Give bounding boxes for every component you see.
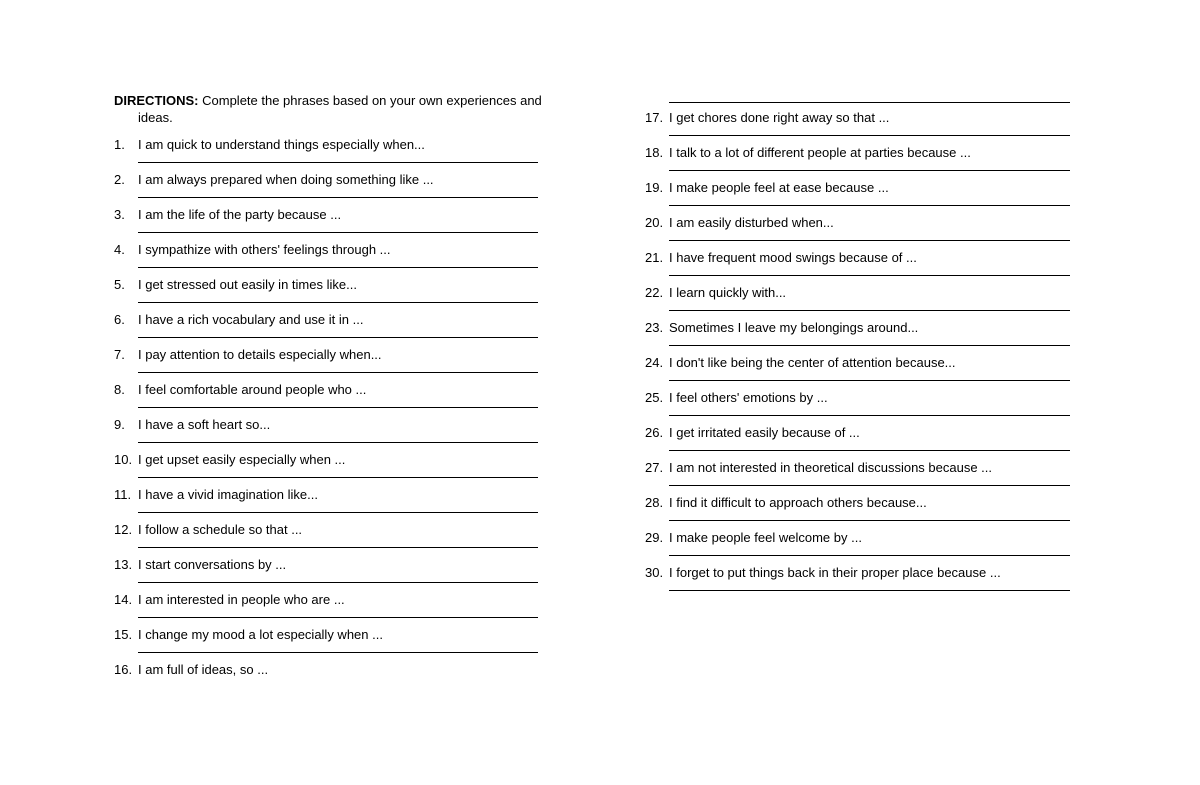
item-prompt: I have a vivid imagination like...	[138, 487, 318, 502]
item-prompt: Sometimes I leave my belongings around...	[669, 320, 919, 335]
answer-line	[138, 197, 538, 198]
list-item	[645, 459, 1085, 494]
answer-line-item-16	[645, 92, 1085, 109]
item-number: 2.	[114, 172, 125, 187]
list-item	[114, 451, 564, 486]
answer-line	[138, 617, 538, 618]
list-item	[114, 626, 564, 661]
list-item	[114, 241, 564, 276]
directions-label: DIRECTIONS:	[114, 93, 199, 108]
item-prompt: I don't like being the center of attention because...	[669, 355, 956, 370]
answer-line	[138, 372, 538, 373]
item-prompt: I am interested in people who are ...	[138, 592, 345, 607]
item-prompt: I have frequent mood swings because of ...	[669, 250, 917, 265]
item-number: 15.	[114, 627, 133, 642]
item-prompt: I sympathize with others' feelings through ...	[138, 242, 391, 257]
item-number: 1.	[114, 137, 125, 152]
answer-line	[138, 162, 538, 163]
item-prompt: I get irritated easily because of ...	[669, 425, 860, 440]
answer-line	[669, 520, 1070, 521]
item-prompt: I pay attention to details especially when...	[138, 347, 382, 362]
answer-line	[138, 512, 538, 513]
list-item	[114, 311, 564, 346]
item-prompt: I talk to a lot of different people at parties because ...	[669, 145, 971, 160]
list-item	[645, 494, 1085, 529]
answer-line	[669, 205, 1070, 206]
list-item	[114, 136, 564, 171]
item-number: 20.	[645, 215, 664, 230]
answer-line	[138, 547, 538, 548]
item-prompt: I have a soft heart so...	[138, 417, 271, 432]
item-prompt: I learn quickly with...	[669, 285, 787, 300]
list-item	[114, 276, 564, 311]
item-number: 5.	[114, 277, 125, 292]
answer-line	[138, 652, 538, 653]
item-prompt: I make people feel at ease because ...	[669, 180, 889, 195]
answer-line	[138, 232, 538, 233]
list-item	[114, 556, 564, 591]
item-number: 19.	[645, 180, 664, 195]
list-item	[645, 249, 1085, 284]
list-item	[645, 179, 1085, 214]
item-number: 21.	[645, 250, 664, 265]
right-column	[645, 92, 1085, 599]
answer-line	[669, 415, 1070, 416]
item-number: 7.	[114, 347, 125, 362]
item-number: 30.	[645, 565, 664, 580]
answer-line	[669, 310, 1070, 311]
list-item	[645, 529, 1085, 564]
answer-line	[669, 590, 1070, 591]
list-item	[114, 206, 564, 241]
item-prompt: I get chores done right away so that ...	[669, 110, 890, 125]
item-prompt: I forget to put things back in their proper place because ...	[669, 565, 1001, 580]
item-prompt: I find it difficult to approach others because...	[669, 495, 927, 510]
answer-line	[138, 407, 538, 408]
list-item	[114, 486, 564, 521]
answer-line	[138, 267, 538, 268]
list-item	[114, 591, 564, 626]
list-item	[645, 354, 1085, 389]
answer-line	[669, 102, 1070, 103]
answer-line	[669, 485, 1070, 486]
answer-line	[669, 345, 1070, 346]
directions	[114, 92, 578, 126]
answer-line	[669, 555, 1070, 556]
answer-line	[138, 442, 538, 443]
answer-line	[138, 337, 538, 338]
list-item	[114, 521, 564, 556]
list-item	[114, 416, 564, 451]
list-item	[114, 661, 564, 681]
list-item	[645, 109, 1085, 144]
item-prompt: I feel comfortable around people who ...	[138, 382, 367, 397]
item-number: 17.	[645, 110, 664, 125]
item-prompt: I am full of ideas, so ...	[138, 662, 269, 677]
answer-line	[138, 302, 538, 303]
list-item	[114, 381, 564, 416]
list-item	[645, 389, 1085, 424]
left-column	[114, 92, 564, 681]
item-prompt: I change my mood a lot especially when ...	[138, 627, 383, 642]
item-number: 27.	[645, 460, 664, 475]
list-item	[645, 564, 1085, 599]
item-prompt: I make people feel welcome by ...	[669, 530, 862, 545]
list-item	[645, 424, 1085, 459]
item-number: 6.	[114, 312, 125, 327]
list-item	[645, 284, 1085, 319]
item-number: 26.	[645, 425, 664, 440]
item-prompt: I follow a schedule so that ...	[138, 522, 303, 537]
list-item	[114, 171, 564, 206]
item-prompt: I am always prepared when doing something like ...	[138, 172, 434, 187]
list-item	[645, 214, 1085, 249]
item-number: 10.	[114, 452, 133, 467]
list-item	[114, 346, 564, 381]
item-number: 14.	[114, 592, 133, 607]
item-number: 18.	[645, 145, 664, 160]
answer-line	[138, 477, 538, 478]
item-number: 12.	[114, 522, 133, 537]
item-number: 13.	[114, 557, 133, 572]
list-item	[645, 319, 1085, 354]
item-number: 25.	[645, 390, 664, 405]
item-number: 22.	[645, 285, 664, 300]
item-prompt: I am the life of the party because ...	[138, 207, 342, 222]
item-prompt: I am quick to understand things especially when...	[138, 137, 425, 152]
item-number: 24.	[645, 355, 664, 370]
item-number: 23.	[645, 320, 664, 335]
item-number: 9.	[114, 417, 125, 432]
item-prompt: I am not interested in theoretical discussions because ...	[669, 460, 993, 475]
answer-line	[669, 450, 1070, 451]
answer-line	[669, 170, 1070, 171]
directions-text: Complete the phrases based on your own experiences and ideas.	[138, 93, 542, 125]
item-number: 28.	[645, 495, 664, 510]
answer-line	[138, 582, 538, 583]
answer-line	[669, 135, 1070, 136]
item-number: 29.	[645, 530, 664, 545]
item-prompt: I feel others' emotions by ...	[669, 390, 828, 405]
answer-line	[669, 380, 1070, 381]
item-number: 3.	[114, 207, 125, 222]
item-prompt: I get upset easily especially when ...	[138, 452, 346, 467]
item-prompt: I start conversations by ...	[138, 557, 287, 572]
answer-line	[669, 275, 1070, 276]
item-number: 8.	[114, 382, 125, 397]
list-item	[645, 144, 1085, 179]
item-number: 16.	[114, 662, 133, 677]
item-prompt: I have a rich vocabulary and use it in ...	[138, 312, 364, 327]
answer-line	[669, 240, 1070, 241]
item-prompt: I am easily disturbed when...	[669, 215, 834, 230]
item-number: 11.	[114, 487, 132, 502]
item-number: 4.	[114, 242, 125, 257]
item-prompt: I get stressed out easily in times like...	[138, 277, 357, 292]
